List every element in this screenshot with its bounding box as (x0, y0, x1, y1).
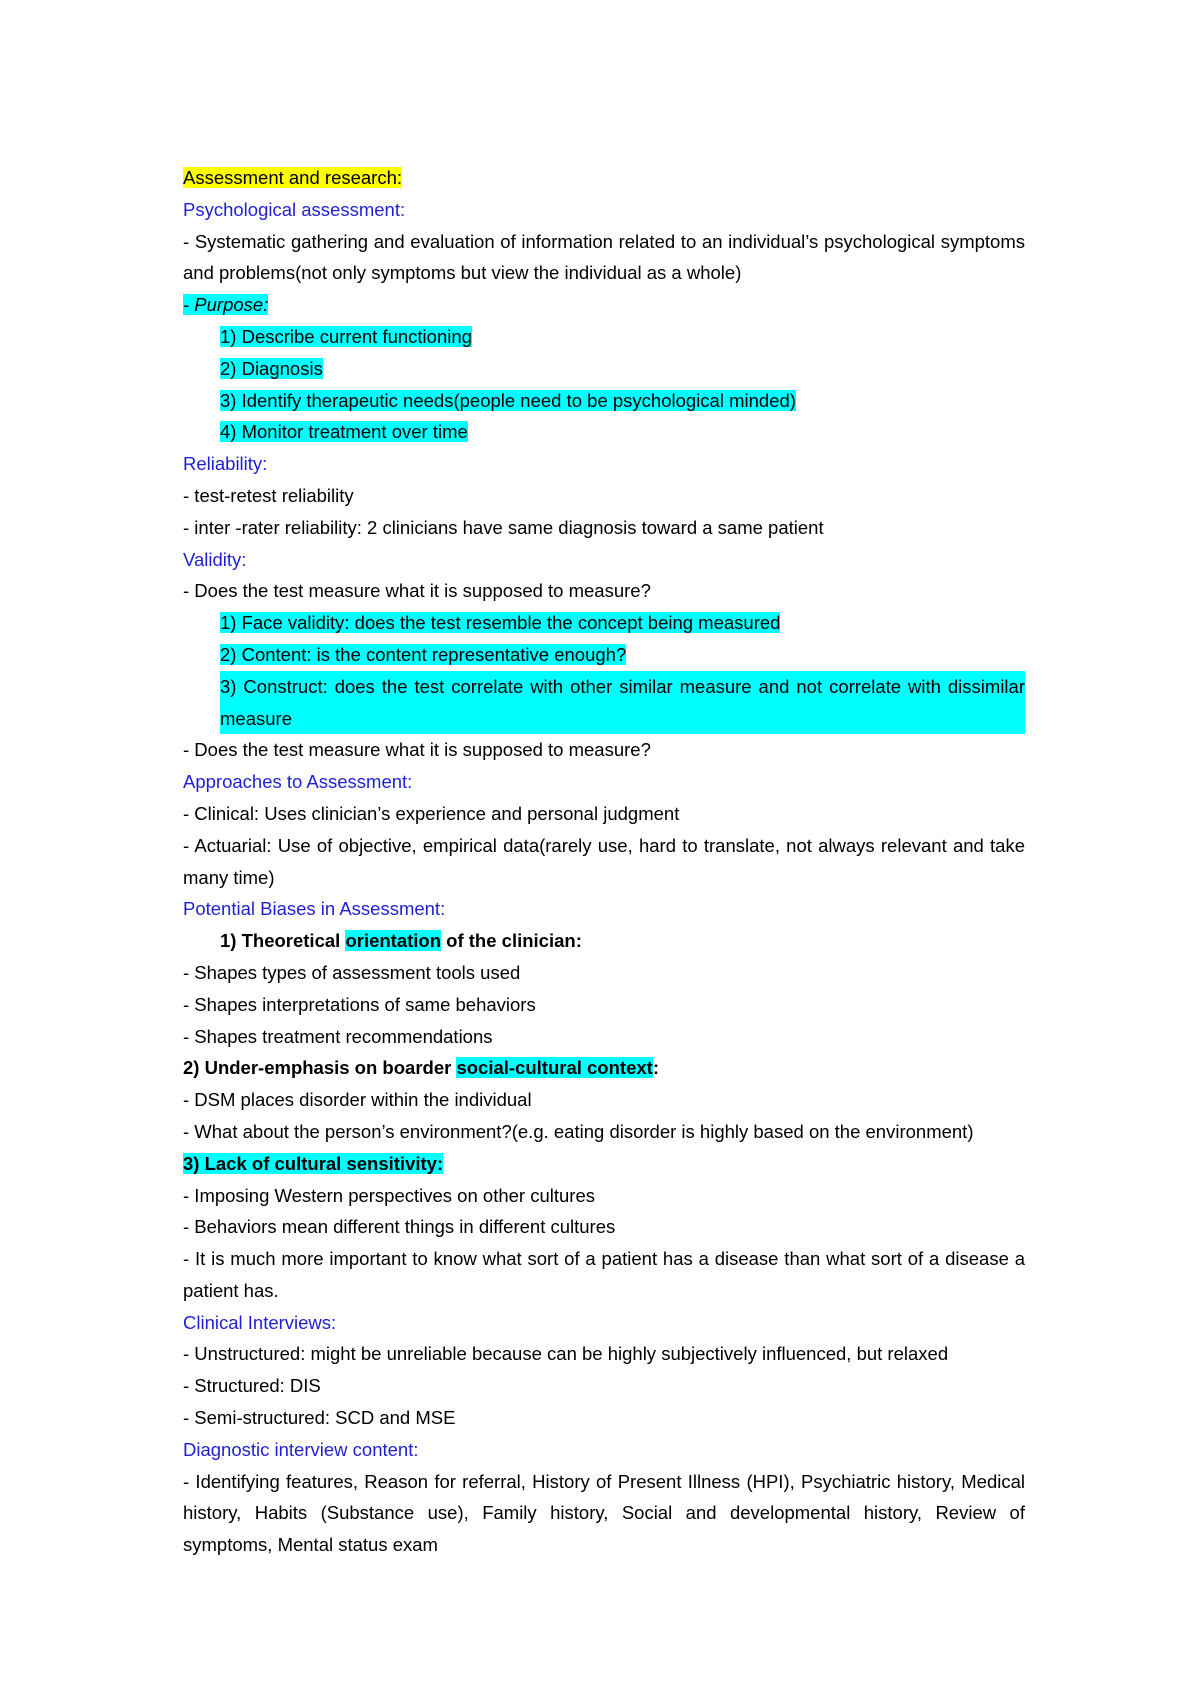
bias-item: - Behaviors mean different things in different cultures (183, 1216, 616, 1238)
reliability-item: - test-retest reliability (183, 484, 354, 506)
approach-item: - Actuarial: Use of objective, empirical data(rarely use, hard to translate, not always relevant and take many time) (183, 834, 1025, 888)
section-title-interviews: Clinical Interviews: (183, 1311, 337, 1333)
purpose-item: 3) Identify therapeutic needs(people need to be psychological minded) (220, 389, 796, 411)
heading-line (183, 162, 1025, 194)
purpose-item: 4) Monitor treatment over time (220, 421, 468, 443)
approach-item: - Clinical: Uses clinician’s experience and personal judgment (183, 802, 680, 824)
section-title-approaches: Approaches to Assessment: (183, 771, 413, 793)
page-heading: Assessment and research: (183, 167, 403, 188)
interview-item: - Semi-structured: SCD and MSE (183, 1407, 456, 1429)
bias-item: - It is much more important to know what sort of a patient has a disease than what sort of a disease a patient has. (183, 1248, 1025, 1301)
purpose-line (183, 289, 1025, 321)
validity-item: 2) Content: is the content representative enough? (220, 643, 627, 665)
section-title-validity: Validity: (183, 548, 247, 570)
bias-item: - What about the person’s environment?(e.g. eating disorder is highly based on the environment) (183, 1120, 974, 1142)
document-body (183, 162, 1025, 1561)
validity-item: 3) Construct: does the test correlate with other similar measure and not correlate with dissimilar measure (183, 671, 1025, 735)
bias-heading-3: 3) Lack of cultural sensitivity: (183, 1152, 444, 1174)
reliability-item: - inter -rater reliability: 2 clinicians have same diagnosis toward a same patient (183, 516, 824, 538)
purpose-label: - Purpose: (183, 294, 269, 316)
validity-item: 1) Face validity: does the test resemble the concept being measured (220, 612, 781, 634)
purpose-item: 1) Describe current functioning (220, 325, 472, 347)
section-title-reliability: Reliability: (183, 453, 268, 475)
validity-question: - Does the test measure what it is supposed to measure? (183, 580, 651, 602)
purpose-item: 2) Diagnosis (220, 357, 323, 379)
bias-item: - Imposing Western perspectives on other cultures (183, 1184, 595, 1206)
interview-item: - Unstructured: might be unreliable because can be highly subjectively influenced, but relaxed (183, 1343, 949, 1365)
validity-question-repeat: - Does the test measure what it is supposed to measure? (183, 739, 651, 761)
bias-item: - Shapes interpretations of same behaviors (183, 993, 536, 1015)
section-title-biases: Potential Biases in Assessment: (183, 898, 446, 920)
bias-heading-1: 1) Theoretical orientation of the clinician: (220, 930, 582, 952)
interview-item: - Structured: DIS (183, 1375, 321, 1397)
section-title-content: Diagnostic interview content: (183, 1438, 419, 1460)
psych-definition: - Systematic gathering and evaluation of information related to an individual’s psychological symptoms and problems(not only symptoms but view the individual as a whole) (183, 230, 1025, 284)
bias-item: - DSM places disorder within the individual (183, 1089, 532, 1111)
content-text: - Identifying features, Reason for referral, History of Present Illness (HPI), Psychiatric history, Medical history, Habits (Substance use), Family history, Social and developmental history, Review of symptoms, Mental status exam (183, 1470, 1025, 1556)
section-title-psych: Psychological assessment: (183, 198, 406, 220)
bias-item: - Shapes treatment recommendations (183, 1025, 493, 1047)
bias-item: - Shapes types of assessment tools used (183, 961, 521, 983)
bias-heading-2: 2) Under-emphasis on boarder social-cultural context: (183, 1057, 659, 1079)
